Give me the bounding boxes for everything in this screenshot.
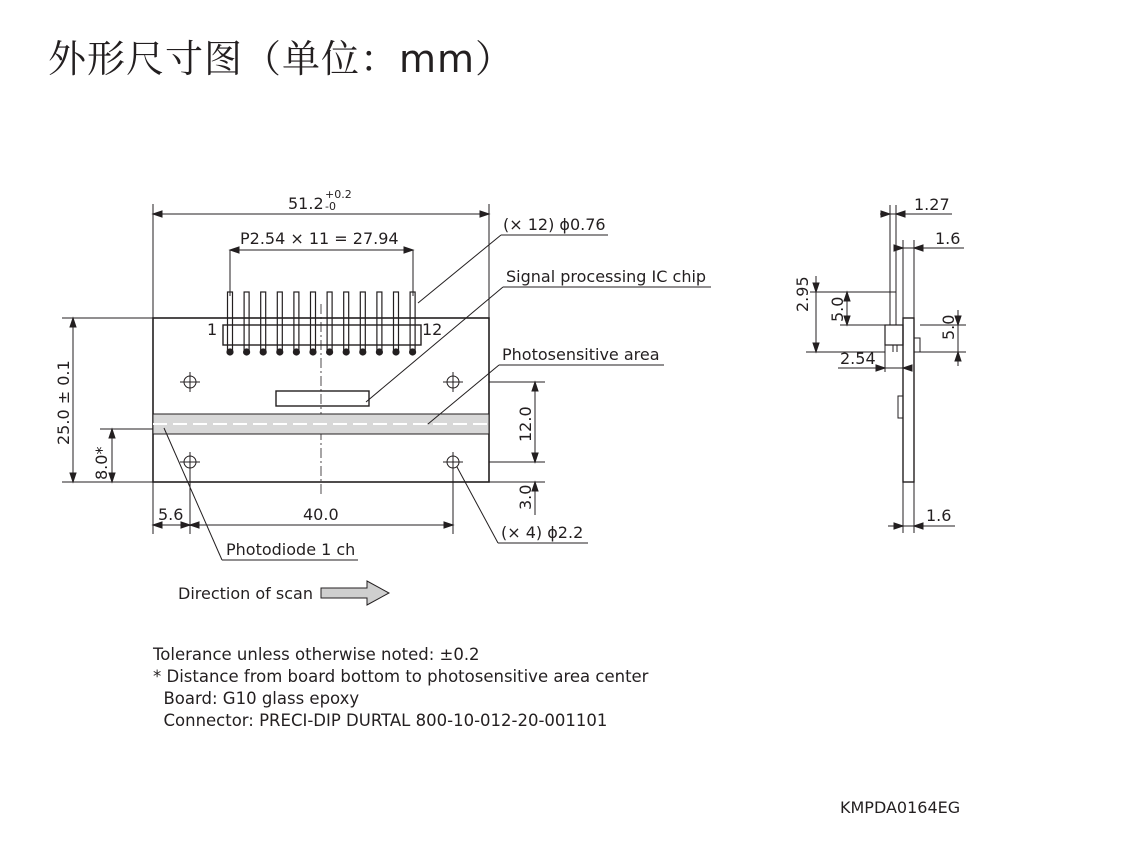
- overall-width-label: 51.2: [288, 194, 324, 213]
- pin-solder-point: [244, 349, 250, 355]
- connector-housing: [223, 325, 421, 345]
- side-view: [793, 195, 966, 533]
- pin-solder-point: [376, 349, 382, 355]
- page-title: 外形尺寸图（单位：mm）: [48, 37, 515, 81]
- pin-solder-point: [327, 349, 333, 355]
- note-line: Board: G10 glass epoxy: [153, 689, 360, 708]
- area-offset-label: 8.0*: [92, 446, 111, 480]
- connector-pin: [327, 292, 332, 352]
- photodiode-callout: Photodiode 1 ch: [226, 540, 356, 559]
- pin-callout: (× 12) ϕ0.76: [503, 215, 606, 234]
- pin-height-label: 2.95: [793, 276, 812, 312]
- pin-solder-point: [393, 349, 399, 355]
- pin-solder-point: [410, 349, 416, 355]
- side-board: [903, 318, 914, 482]
- hole-callout: (× 4) ϕ2.2: [501, 523, 584, 542]
- pin-solder-point: [277, 349, 283, 355]
- connector-pin: [377, 292, 382, 352]
- side-pin-lower: [914, 338, 920, 352]
- connector-pin: [394, 292, 399, 352]
- connector-pin: [228, 292, 233, 352]
- scan-direction-label: Direction of scan: [178, 584, 313, 603]
- hole-spacing-label: 40.0: [303, 505, 339, 524]
- connector-pin: [294, 292, 299, 352]
- pin-solder-point: [343, 349, 349, 355]
- connector-pin: [360, 292, 365, 352]
- ic-callout: Signal processing IC chip: [506, 267, 707, 286]
- pin-pitch-label: P2.54 × 11 = 27.94: [240, 229, 399, 248]
- connector-pin: [311, 292, 316, 352]
- overall-width-tol-minus: -0: [325, 200, 336, 213]
- pin-span-right-label: 5.0: [939, 314, 958, 340]
- pin-span-left-label: 5.0: [828, 296, 847, 322]
- note-line: * Distance from board bottom to photosensitive area center: [153, 667, 649, 686]
- scan-direction: [178, 581, 389, 605]
- note-line: Tolerance unless otherwise noted: ±0.2: [153, 645, 480, 664]
- height-label: 25.0 ± 0.1: [54, 360, 73, 445]
- pin-solder-point: [310, 349, 316, 355]
- front-view: [54, 188, 711, 560]
- hole-from-bottom-label: 3.0: [516, 484, 535, 510]
- ic-chip: [276, 391, 369, 406]
- side-ic: [898, 396, 903, 418]
- overall-width-tol-plus: +0.2: [325, 188, 352, 201]
- notes: [153, 644, 648, 732]
- pin-first-label: 1: [207, 320, 218, 339]
- connector-pin: [261, 292, 266, 352]
- pin-thickness-label: 1.27: [914, 195, 950, 214]
- pin-last-label: 12: [422, 320, 443, 339]
- drawing-code: KMPDA0164EG: [840, 798, 961, 817]
- side-connector: [885, 325, 903, 345]
- connector-pin: [277, 292, 282, 352]
- connector-pin: [410, 292, 415, 352]
- pin-solder-point: [293, 349, 299, 355]
- area-to-hole-label: 12.0: [516, 406, 535, 442]
- board-thickness-top-label: 1.6: [935, 229, 961, 248]
- scan-arrow-icon: [321, 581, 389, 605]
- board-thickness-bottom-label: 1.6: [926, 506, 952, 525]
- pin-offset-label: 2.54: [840, 349, 876, 368]
- note-line: Connector: PRECI-DIP DURTAL 800-10-012-20-001101: [153, 711, 608, 730]
- pin-solder-point: [260, 349, 266, 355]
- hole-from-left-label: 5.6: [158, 505, 184, 524]
- side-pin-upper: [890, 292, 896, 325]
- pin-solder-point: [360, 349, 366, 355]
- pin-solder-point: [227, 349, 233, 355]
- area-callout: Photosensitive area: [502, 345, 660, 364]
- connector-pin: [244, 292, 249, 352]
- connector-pin: [344, 292, 349, 352]
